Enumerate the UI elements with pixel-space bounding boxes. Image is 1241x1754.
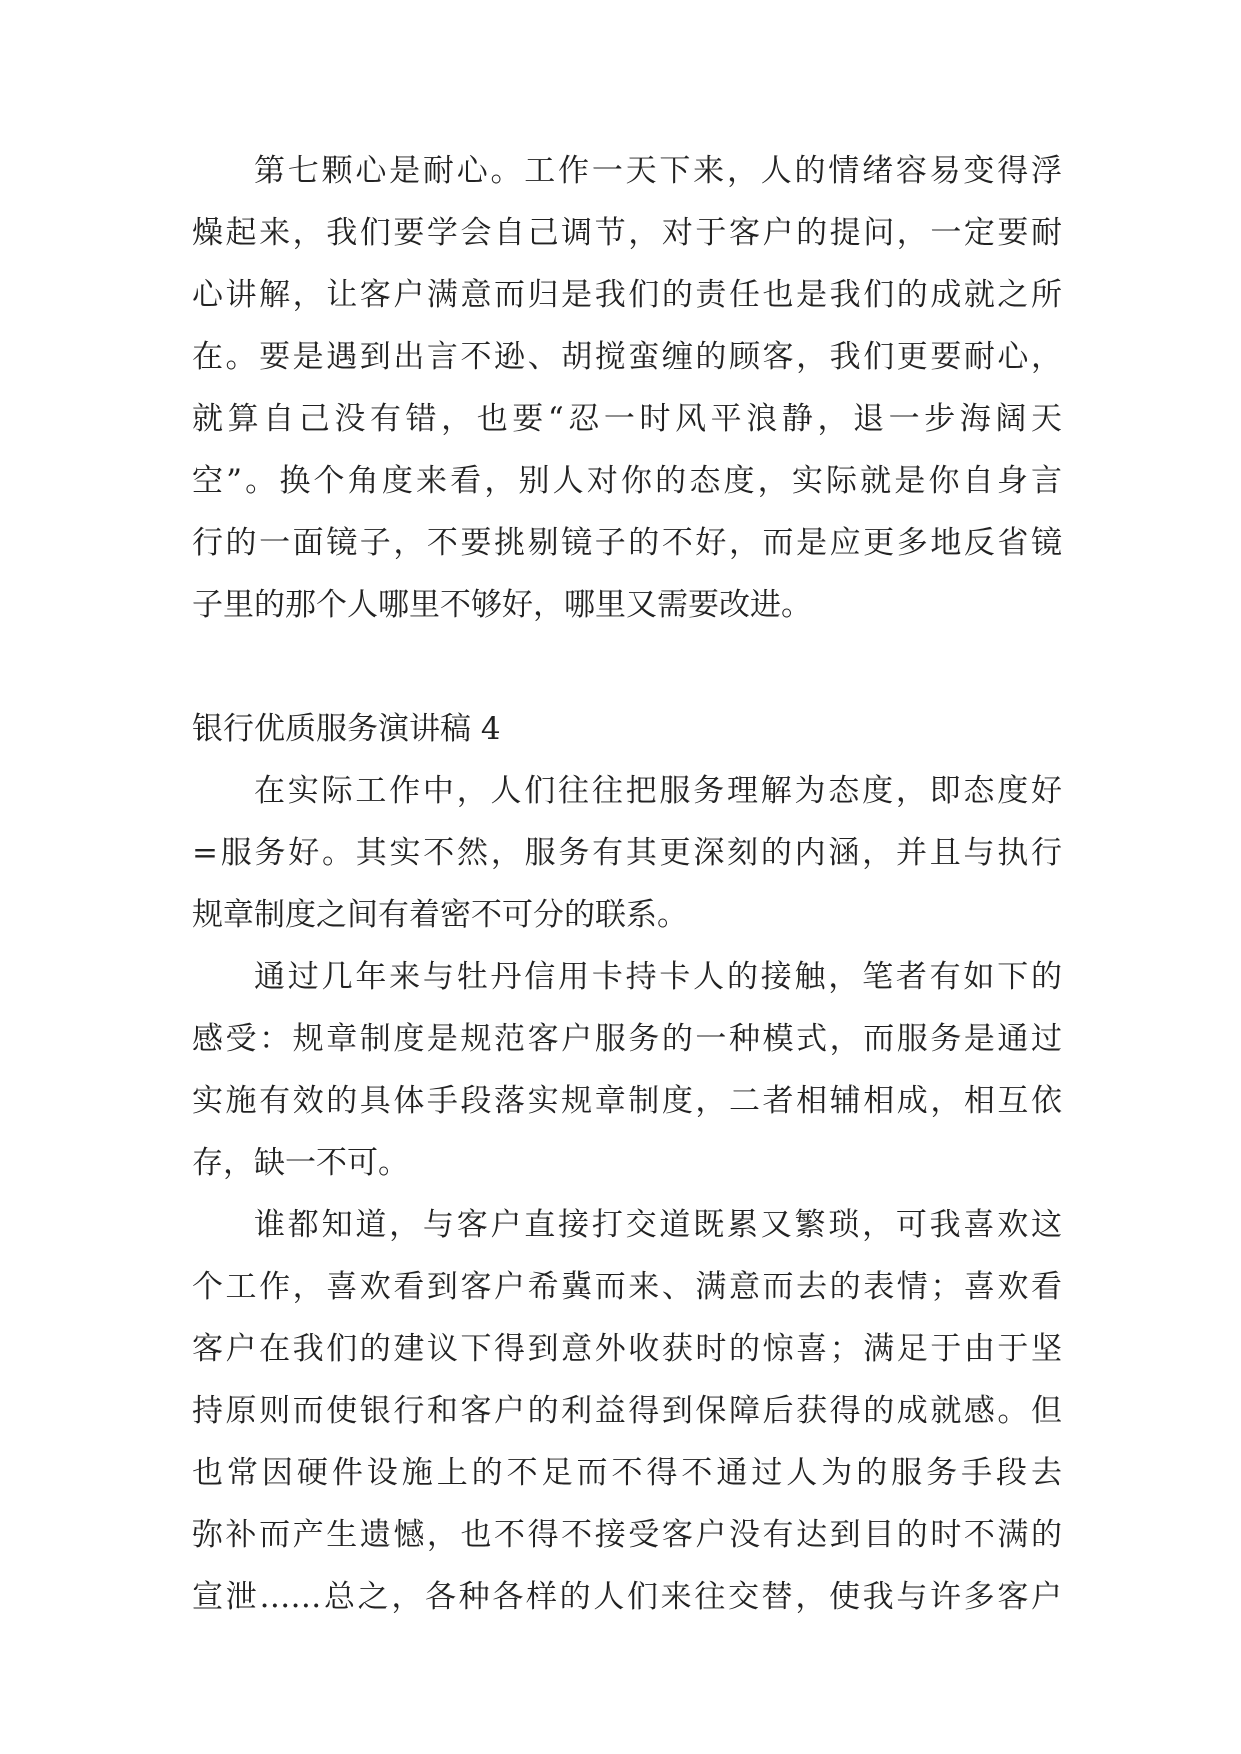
paragraph-line: 实施有效的具体手段落实规章制度，二者相辅相成，相互依 (192, 1083, 1062, 1119)
paragraph-line: 燥起来，我们要学会自己调节，对于客户的提问，一定要耐 (192, 215, 1062, 251)
paragraph-line: 在。要是遇到出言不逊、胡搅蛮缠的顾客，我们更要耐心， (192, 339, 1062, 375)
paragraph-line: 持原则而使银行和客户的利益得到保障后获得的成就感。但 (192, 1393, 1062, 1429)
section-heading: 银行优质服务演讲稿 4 (192, 711, 501, 747)
paragraph-line: 感受：规章制度是规范客户服务的一种模式，而服务是通过 (192, 1021, 1062, 1057)
paragraph-rules-service (192, 946, 1062, 1194)
document-page (192, 140, 1062, 1628)
paragraph-line: =服务好。其实不然，服务有其更深刻的内涵，并且与执行 (192, 835, 1062, 871)
paragraph-line: 通过几年来与牡丹信用卡持卡人的接触，笔者有如下的 (254, 959, 1062, 995)
paragraph-line: 心讲解，让客户满意而归是我们的责任也是我们的成就之所 (192, 277, 1062, 313)
paragraph-line: 客户在我们的建议下得到意外收获时的惊喜；满足于由于坚 (192, 1331, 1062, 1367)
paragraph-service-attitude (192, 760, 1062, 946)
paragraph-line: 也常因硬件设施上的不足而不得不通过人为的服务手段去 (192, 1455, 1062, 1491)
paragraph-line: 就算自己没有错，也要“忍一时风平浪静，退一步海阔天 (192, 401, 1062, 437)
paragraph-line: 子里的那个人哪里不够好，哪里又需要改进。 (192, 587, 812, 623)
paragraph-patience (192, 140, 1062, 636)
paragraph-line: 宣泄……总之，各种各样的人们来往交替，使我与许多客户 (192, 1579, 1062, 1615)
paragraph-line: 空”。换个角度来看，别人对你的态度，实际就是你自身言 (192, 463, 1062, 499)
paragraph-customer-work (192, 1194, 1062, 1628)
paragraph-line: 弥补而产生遗憾，也不得不接受客户没有达到目的时不满的 (192, 1517, 1062, 1553)
paragraph-line: 行的一面镜子，不要挑剔镜子的不好，而是应更多地反省镜 (192, 525, 1062, 561)
paragraph-line: 个工作，喜欢看到客户希冀而来、满意而去的表情；喜欢看 (192, 1269, 1062, 1305)
paragraph-line: 存，缺一不可。 (192, 1145, 409, 1181)
paragraph-line: 在实际工作中，人们往往把服务理解为态度，即态度好 (254, 773, 1062, 809)
paragraph-line: 第七颗心是耐心。工作一天下来，人的情绪容易变得浮 (254, 153, 1062, 189)
paragraph-line: 谁都知道，与客户直接打交道既累又繁琐，可我喜欢这 (254, 1207, 1062, 1243)
paragraph-line: 规章制度之间有着密不可分的联系。 (192, 897, 688, 933)
